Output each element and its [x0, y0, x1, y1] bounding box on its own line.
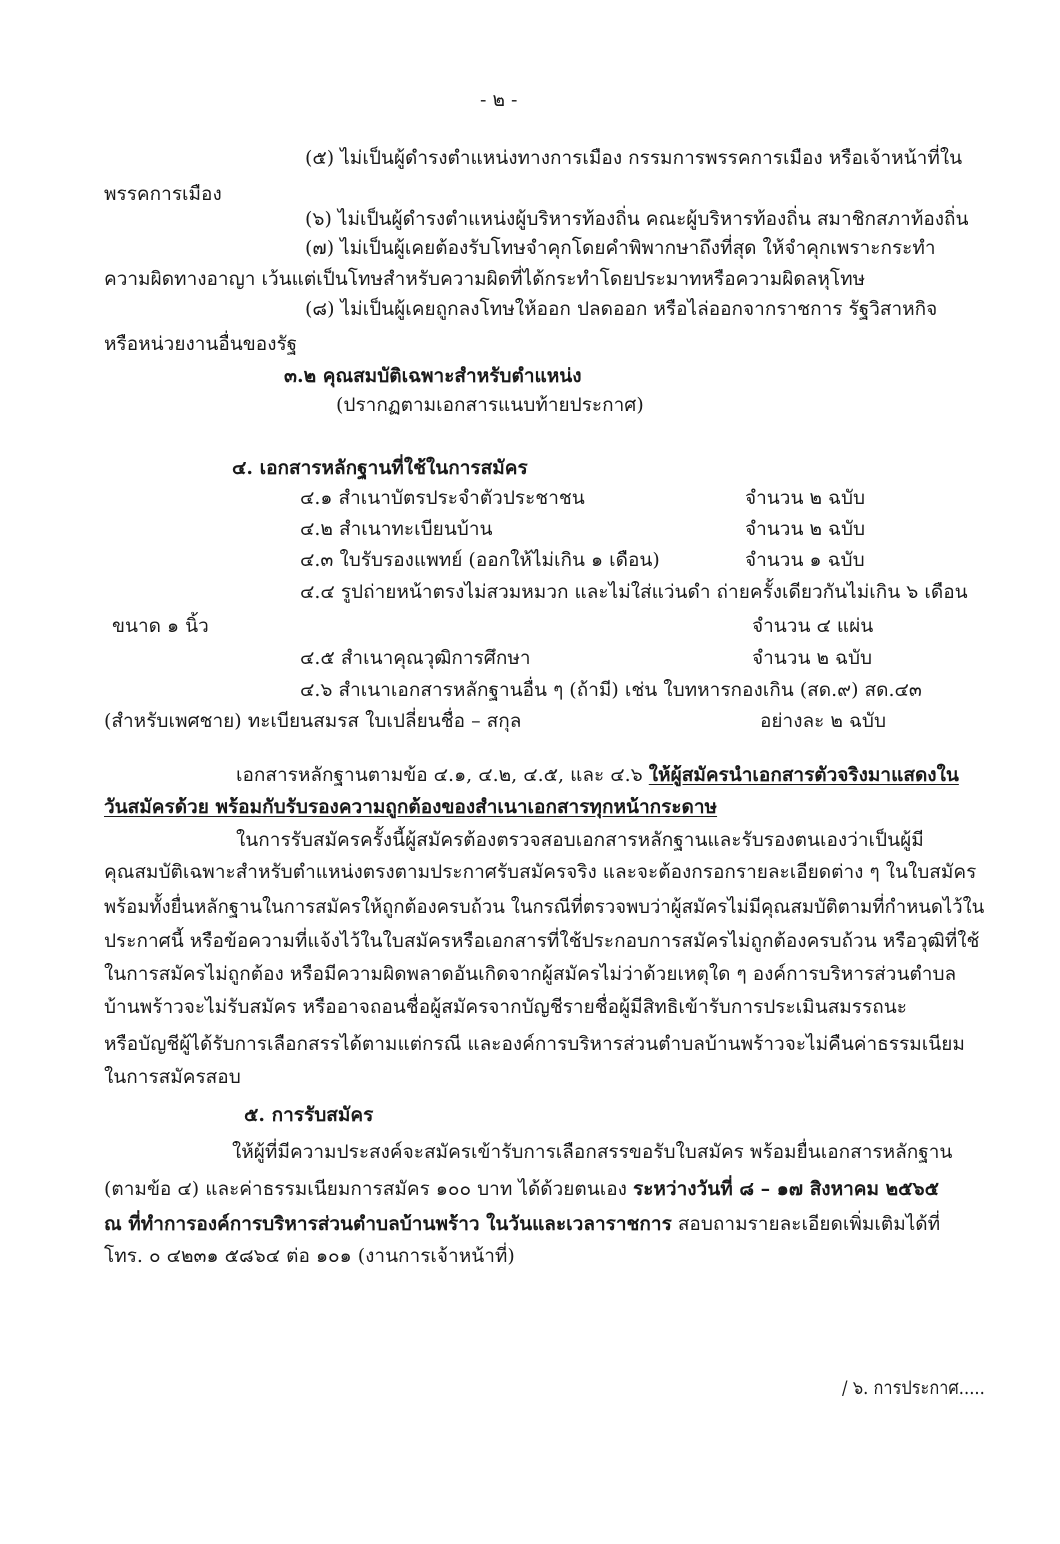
doc-item-label: ๔.๑ สำเนาบัตรประจำตัวประชาชน: [300, 487, 585, 509]
paragraph-line: ในการรับสมัครครั้งนี้ผู้สมัครต้องตรวจสอบเอกสารหลักฐานและรับรองตนเองว่าเป็นผู้มี: [236, 829, 924, 851]
continuation-marker: / ๖. การประกาศ.....: [842, 1377, 985, 1399]
doc-item-amount: จำนวน ๑ ฉบับ: [745, 549, 865, 571]
section-5-title: ๕. การรับสมัคร: [244, 1104, 374, 1126]
qualification-5-line2: พรรคการเมือง: [104, 183, 222, 205]
doc-item-amount: อย่างละ ๒ ฉบับ: [760, 710, 887, 732]
apply-line1: ให้ผู้ที่มีความประสงค์จะสมัครเข้ารับการเลือกสรรขอรับใบสมัคร พร้อมยื่นเอกสารหลักฐาน: [232, 1141, 953, 1163]
apply-line3: [104, 1212, 940, 1238]
page-number: - ๒ -: [480, 89, 518, 111]
doc-item-label: ๔.๔ รูปถ่ายหน้าตรงไม่สวมหมวก และไม่ใส่แว่นดำ ถ่ายครั้งเดียวกันไม่เกิน ๖ เดือน: [300, 581, 968, 603]
qualification-8-line2: หรือหน่วยงานอื่นของรัฐ: [104, 333, 298, 355]
apply-contact: โทร. ๐ ๔๒๓๑ ๕๘๖๔ ต่อ ๑๐๑ (งานการเจ้าหน้าที่): [104, 1245, 515, 1267]
qualification-7-line1: (๗) ไม่เป็นผู้เคยต้องรับโทษจำคุกโดยคำพิพากษาถึงที่สุด ให้จำคุกเพราะกระทำ: [305, 237, 936, 259]
doc-item-label: ๔.๓ ใบรับรองแพทย์ (ออกให้ไม่เกิน ๑ เดือน): [300, 549, 660, 571]
doc-item-label: ขนาด ๑ นิ้ว: [112, 615, 209, 637]
doc-item-amount: จำนวน ๒ ฉบับ: [745, 518, 866, 540]
qualification-5-line1: (๕) ไม่เป็นผู้ดำรงตำแหน่งทางการเมือง กรรมการพรรคการเมือง หรือเจ้าหน้าที่ใน: [305, 147, 963, 169]
docs-note-bold: ให้ผู้สมัครนำเอกสารตัวจริงมาแสดงใน: [648, 764, 959, 786]
apply-line2: [104, 1177, 939, 1203]
apply-period: ระหว่างวันที่ ๘ – ๑๗ สิงหาคม ๒๕๖๕: [633, 1178, 939, 1200]
section-3-2-note: (ปรากฏตามเอกสารแนบท้ายประกาศ): [336, 394, 644, 416]
docs-note-line1: [236, 763, 959, 789]
qualification-7-line2: ความผิดทางอาญา เว้นแต่เป็นโทษสำหรับความผิดที่ได้กระทำโดยประมาทหรือความผิดลหุโทษ: [104, 268, 866, 290]
doc-item-amount: จำนวน ๔ แผ่น: [752, 615, 874, 637]
qualification-8-line1: (๘) ไม่เป็นผู้เคยถูกลงโทษให้ออก ปลดออก หรือไล่ออกจากราชการ รัฐวิสาหกิจ: [305, 298, 938, 320]
paragraph-line: คุณสมบัติเฉพาะสำหรับตำแหน่งตรงตามประกาศรับสมัครจริง และจะต้องกรอกรายละเอียดต่าง ๆ ในใบสมัคร: [104, 861, 977, 883]
paragraph-line: หรือบัญชีผู้ได้รับการเลือกสรรได้ตามแต่กรณี และองค์การบริหารส่วนตำบลบ้านพร้าวจะไม่คืนค่าธรรมเนียม: [104, 1033, 965, 1055]
section-3-2-title: ๓.๒ คุณสมบัติเฉพาะสำหรับตำแหน่ง: [284, 365, 582, 387]
paragraph-line: ประกาศนี้ หรือข้อความที่แจ้งไว้ในใบสมัครหรือเอกสารที่ใช้ประกอบการสมัครไม่ถูกต้องครบถ้วน หรือวุฒิที่ใช้: [104, 930, 980, 952]
paragraph-line: ในการสมัครสอบ: [104, 1066, 241, 1088]
paragraph-line: บ้านพร้าวจะไม่รับสมัคร หรืออาจถอนชื่อผู้สมัครจากบัญชีรายชื่อผู้มีสิทธิเข้ารับการประเมินสมรรถนะ: [104, 996, 907, 1018]
section-4-title: ๔. เอกสารหลักฐานที่ใช้ในการสมัคร: [232, 457, 528, 479]
doc-item-amount: จำนวน ๒ ฉบับ: [752, 647, 873, 669]
apply-place: ณ ที่ทำการองค์การบริหารส่วนตำบลบ้านพร้าว ในวันและเวลาราชการ: [104, 1213, 672, 1235]
apply-line3-plain: สอบถามรายละเอียดเพิ่มเติมได้ที่: [671, 1213, 941, 1235]
docs-note-line2: วันสมัครด้วย พร้อมกับรับรองความถูกต้องของสำเนาเอกสารทุกหน้ากระดาษ: [104, 796, 718, 818]
paragraph-line: ในการสมัครไม่ถูกต้อง หรือมีความผิดพลาดอันเกิดจากผู้สมัครไม่ว่าด้วยเหตุใด ๆ องค์การบริหารส่วนตำบล: [104, 963, 957, 985]
doc-item-label: ๔.๖ สำเนาเอกสารหลักฐานอื่น ๆ (ถ้ามี) เช่น ใบทหารกองเกิน (สด.๙) สด.๔๓: [300, 679, 922, 701]
apply-line2-plain: (ตามข้อ ๔) และค่าธรรมเนียมการสมัคร ๑๐๐ บาท ได้ด้วยตนเอง: [104, 1178, 633, 1200]
doc-item-label: ๔.๒ สำเนาทะเบียนบ้าน: [300, 518, 493, 540]
paragraph-line: พร้อมทั้งยื่นหลักฐานในการสมัครให้ถูกต้องครบถ้วน ในกรณีที่ตรวจพบว่าผู้สมัครไม่มีคุณสมบัติตามที่กำหนดไว้ใน: [104, 896, 985, 918]
doc-item-amount: จำนวน ๒ ฉบับ: [745, 487, 866, 509]
qualification-6: (๖) ไม่เป็นผู้ดำรงตำแหน่งผู้บริหารท้องถิ่น คณะผู้บริหารท้องถิ่น สมาชิกสภาท้องถิ่น: [305, 208, 969, 230]
docs-note-plain: เอกสารหลักฐานตามข้อ ๔.๑, ๔.๒, ๔.๕, และ ๔.๖: [236, 764, 649, 786]
doc-item-label: ๔.๕ สำเนาคุณวุฒิการศึกษา: [300, 647, 531, 669]
doc-item-label: (สำหรับเพศชาย) ทะเบียนสมรส ใบเปลี่ยนชื่อ – สกุล: [104, 710, 522, 732]
